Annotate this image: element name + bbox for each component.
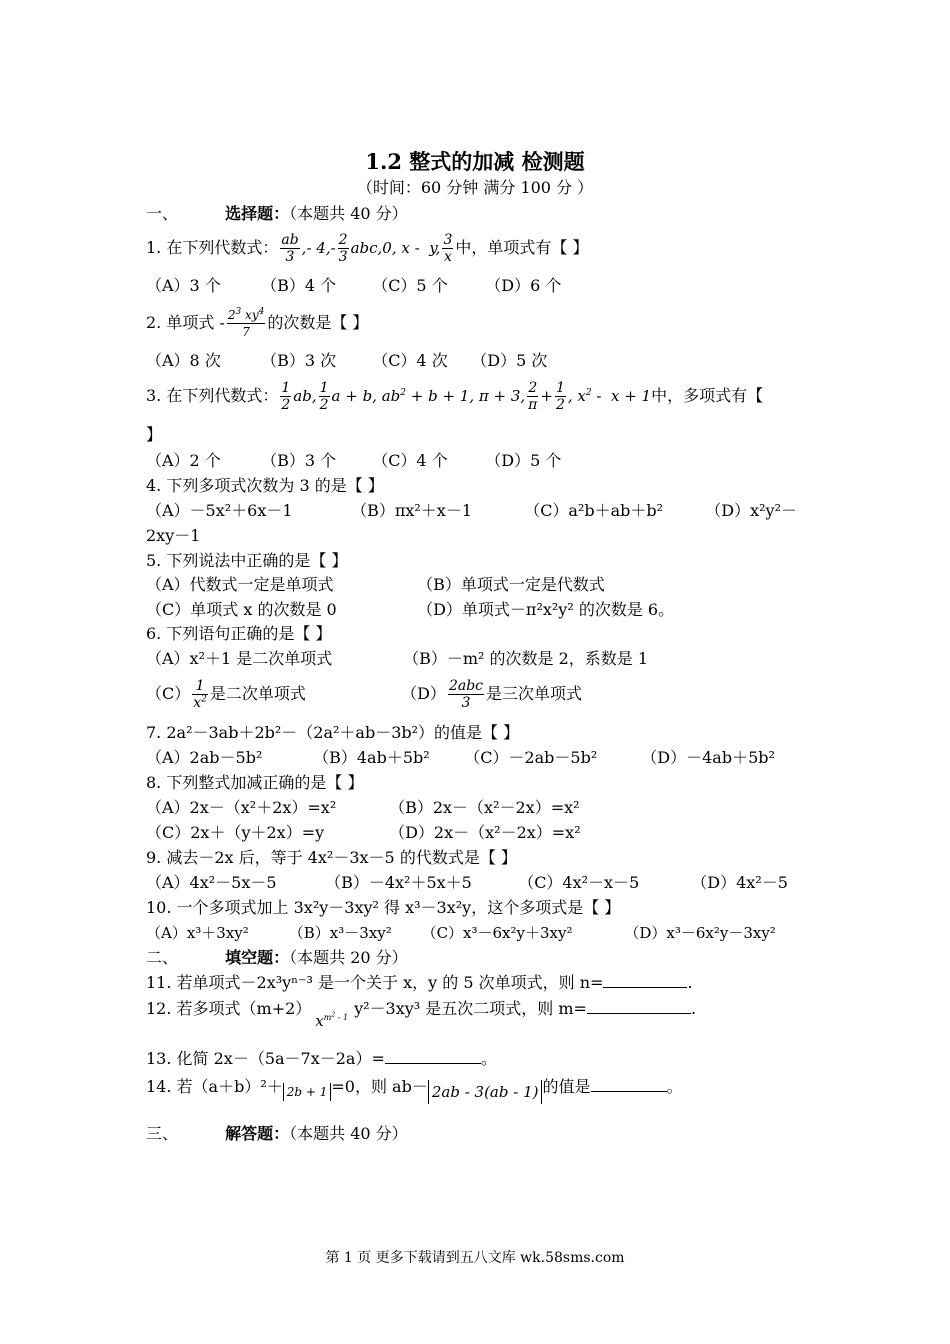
q4-option-b[interactable]: （B）πx²＋x－1 — [351, 501, 473, 520]
section-one-name: 选择题： — [225, 204, 290, 223]
q14-answer-blank[interactable] — [591, 1077, 667, 1092]
q6-stem: 6. 下列语句正确的是【 】 — [146, 624, 332, 643]
q14-abs-expression: 2ab - 3(ab - 1) — [428, 1080, 543, 1104]
q13-text: 13. 化简 2x－（5a－7x－2a）= — [146, 1049, 385, 1068]
q10-option-d[interactable]: （D）x³－6x²y－3xy² — [624, 924, 776, 942]
q4-option-d-wrap: 2xy－1 — [146, 526, 201, 545]
section-two-num: 二、 — [146, 948, 179, 967]
q5-option-b[interactable]: （B）单项式一定是代数式 — [417, 575, 605, 594]
section-three-heading — [146, 1123, 408, 1145]
q1-option-c[interactable]: （C）5 个 — [372, 276, 448, 295]
q3-fraction-1-2-b: $\frac{1}{2}$ — [319, 380, 329, 413]
q1-term-minus4: ,- 4,- — [301, 239, 336, 257]
q6-option-a[interactable]: （A）x²＋1 是二次单项式 — [146, 649, 333, 668]
q6-fraction-1-x2: $\frac{1}{x^2}$ — [193, 678, 207, 711]
q10-option-a[interactable]: （A）x³＋3xy² — [146, 924, 249, 942]
q2-stem — [146, 305, 368, 341]
q1-options — [146, 275, 561, 297]
q10-option-c[interactable]: （C）x³－6x²y＋3xy² — [421, 924, 573, 942]
q9-options — [146, 872, 788, 894]
q1-terms-middle: abc,0, x - y, — [350, 239, 441, 257]
q7-option-a[interactable]: （A）2ab－5b² — [146, 748, 263, 767]
q3-bracket-wrap: 】 — [146, 425, 163, 444]
q3-fraction-2-pi: $\frac{2}{\pi}$ — [528, 380, 538, 413]
q1-fraction-3-x: $\frac{3}{x}$ — [443, 232, 453, 265]
q8-option-d[interactable]: （D）2x－（x²－2x）=x² — [389, 823, 581, 842]
q3-option-d[interactable]: （D）5 个 — [485, 451, 562, 470]
q8-row2 — [146, 822, 581, 844]
q1-prefix: 1. 在下列代数式： — [146, 238, 279, 257]
section-three-note: （本题共 40 分） — [289, 1124, 408, 1143]
section-two-heading — [146, 947, 408, 969]
q11-text: 11. 若单项式－2x³yⁿ⁻³ 是一个关于 x，y 的 5 次单项式，则 n= — [146, 973, 604, 992]
q4-options — [146, 500, 797, 522]
q12-answer-blank[interactable] — [587, 999, 691, 1014]
q14-middle: =0，则 ab－ — [331, 1077, 428, 1096]
q10-option-b[interactable]: （B）x³－3xy² — [288, 924, 392, 942]
q3-option-c[interactable]: （C）4 个 — [372, 451, 448, 470]
q5-option-a[interactable]: （A）代数式一定是单项式 — [146, 575, 334, 594]
q2-option-a[interactable]: （A）8 次 — [146, 351, 221, 370]
q11-answer-blank[interactable] — [603, 973, 687, 988]
q5-stem: 5. 下列说法中正确的是【 】 — [146, 551, 348, 570]
q14-suffix: 的值是 — [542, 1077, 591, 1096]
q12-prefix: 12. 若多项式（m+2） — [146, 999, 312, 1018]
q6-fraction-2abc-3: $\frac{\text{2abc}}{3}$ — [448, 678, 483, 711]
q4-option-d[interactable]: （D）x²y²－ — [705, 501, 798, 520]
q9-option-d[interactable]: （D）4x²－5 — [691, 873, 788, 892]
page-footer: 第 1 页 更多下载请到五八文库 wk.58sms.com — [325, 1250, 625, 1266]
q7-option-b[interactable]: （B）4ab＋5b² — [313, 748, 430, 767]
section-two-name: 填空题： — [225, 948, 290, 967]
q1-option-d[interactable]: （D）6 个 — [485, 276, 562, 295]
q7-option-c[interactable]: （C）－2ab－5b² — [464, 748, 598, 767]
q1-suffix: 中，单项式有【 】 — [455, 238, 589, 257]
q8-option-a[interactable]: （A）2x－（x²＋2x）=x² — [146, 798, 337, 817]
q2-option-d[interactable]: （D）5 次 — [471, 351, 548, 370]
q2-prefix: 2. 单项式 - — [146, 313, 225, 332]
section-one-note: （本题共 40 分） — [289, 204, 408, 223]
q6-row2 — [146, 676, 582, 712]
q11-stem: 11. 若单项式－2x³yⁿ⁻³ 是一个关于 x，y 的 5 次单项式，则 n= . — [146, 973, 693, 992]
q5-row2 — [146, 599, 674, 621]
q3-fraction-1-2-c: $\frac{1}{2}$ — [555, 380, 565, 413]
q9-option-a[interactable]: （A）4x²－5x－5 — [146, 873, 277, 892]
q10-stem: 10. 一个多项式加上 3x²y－3xy² 得 x³－3x²y，这个多项式是【 】 — [146, 898, 621, 917]
q13-stem: 13. 化简 2x－（5a－7x－2a）= 。 — [146, 1049, 497, 1068]
q1-option-a[interactable]: （A）3 个 — [146, 276, 221, 295]
q3-stem: 3. 在下列代数式： $\frac{1}{2}$ ab, $\frac{1}{2}$ a + b, $ab^2 + b + 1$, π + 3, $\frac{2}{\pi}$ + $\frac{1}{2}$ , $x^2 - x + 1$中，多项式有【 — [146, 380, 764, 413]
q3-fraction-1-2-a: $\frac{1}{2}$ — [281, 380, 291, 413]
q4-option-a[interactable]: （A）－5x²＋6x－1 — [146, 501, 293, 520]
page-subtitle: （时间：60 分钟 满分 100 分 ） — [356, 178, 594, 197]
q3-term-last: , $x^2 - x + 1$ — [567, 387, 652, 405]
q7-options — [146, 747, 775, 769]
q3-prefix: 3. 在下列代数式： — [146, 386, 279, 405]
q2-fraction: $\frac{2^3 xy^4}{7}$ — [227, 307, 265, 339]
q2-suffix: 的次数是【 】 — [267, 313, 369, 332]
q9-option-b[interactable]: （B）－4x²＋5x＋5 — [325, 873, 472, 892]
q7-option-d[interactable]: （D）－4ab＋5b² — [641, 748, 775, 767]
q13-answer-blank[interactable] — [385, 1049, 481, 1064]
page-title: 1.2 整式的加减 检测题 — [365, 149, 585, 174]
q9-option-c[interactable]: （C）4x²－x－5 — [518, 873, 640, 892]
q1-fraction-ab-3: $\frac{ab}{3}$ — [281, 232, 299, 265]
q6-option-c[interactable]: （C） $\frac{1}{x^2}$ 是二次单项式 — [146, 678, 306, 711]
q3-option-b[interactable]: （B）3 个 — [261, 451, 337, 470]
section-three-name: 解答题： — [225, 1124, 290, 1143]
q14-abs-2b-plus-1: 2b + 1 — [283, 1083, 332, 1101]
q3-terms-middle: a + b, $ab^2 + b + 1$, π + 3, — [331, 387, 526, 405]
q12-power-term: $x^{m^2 - 1}$ — [315, 1011, 349, 1030]
q1-fraction-2-3: $\frac{2}{3}$ — [338, 232, 348, 265]
q3-option-a[interactable]: （A）2 个 — [146, 451, 221, 470]
q6-option-b[interactable]: （B）－m² 的次数是 2，系数是 1 — [403, 649, 649, 668]
q6-option-d[interactable]: （D） $\frac{\text{2abc}}{3}$ 是三次单项式 — [401, 678, 583, 711]
q8-option-b[interactable]: （B）2x－（x²－2x）=x² — [389, 798, 580, 817]
section-one-num: 一、 — [146, 204, 179, 223]
q12-middle: y²－3xy³ 是五次二项式，则 m= — [354, 999, 587, 1018]
q9-stem: 9. 减去－2x 后，等于 4x²－3x－5 的代数式是【 】 — [146, 848, 517, 867]
q2-option-c[interactable]: （C）4 次 — [372, 351, 448, 370]
q4-option-c[interactable]: （C）a²b＋ab＋b² — [524, 501, 664, 520]
q5-option-c[interactable]: （C）单项式 x 的次数是 0 — [146, 600, 337, 619]
q3-options — [146, 450, 561, 472]
q2-option-b[interactable]: （B）3 次 — [261, 351, 337, 370]
q4-stem: 4. 下列多项式次数为 3 的是【 】 — [146, 476, 384, 495]
section-three-num: 三、 — [146, 1124, 179, 1143]
q6-row1 — [146, 648, 648, 670]
section-two-note: （本题共 20 分） — [289, 948, 408, 967]
q8-option-c[interactable]: （C）2x＋（y＋2x）=y — [146, 823, 325, 842]
q8-row1 — [146, 797, 580, 819]
q12-stem: 12. 若多项式$(m+2)x^{m^2 - 1}$ y²－3xy³ 是五次二项式，则 m= . — [146, 999, 697, 1030]
q14-prefix: 14. 若（a＋b）²＋ — [146, 1077, 283, 1096]
q3-suffix: 中，多项式有【 — [651, 386, 764, 405]
q2-options — [146, 350, 547, 372]
q7-stem: 7. 2a²－3ab＋2b²－（2a²＋ab－3b²）的值是【 】 — [146, 723, 520, 742]
q14-stem: 14. 若（a＋b）²＋ 2b + 1 =0，则 ab－ 2ab - 3(ab - 1) 的值是 。 — [146, 1074, 683, 1100]
q3-term-ab: ab, — [293, 387, 317, 405]
q8-stem: 8. 下列整式加减正确的是【 】 — [146, 773, 364, 792]
section-one-heading — [146, 203, 408, 225]
q5-row1 — [146, 574, 605, 596]
q1-stem — [146, 232, 588, 265]
q10-options — [146, 922, 776, 944]
q5-option-d[interactable]: （D）单项式－π²x²y² 的次数是 6。 — [417, 600, 675, 619]
q1-option-b[interactable]: （B）4 个 — [261, 276, 337, 295]
